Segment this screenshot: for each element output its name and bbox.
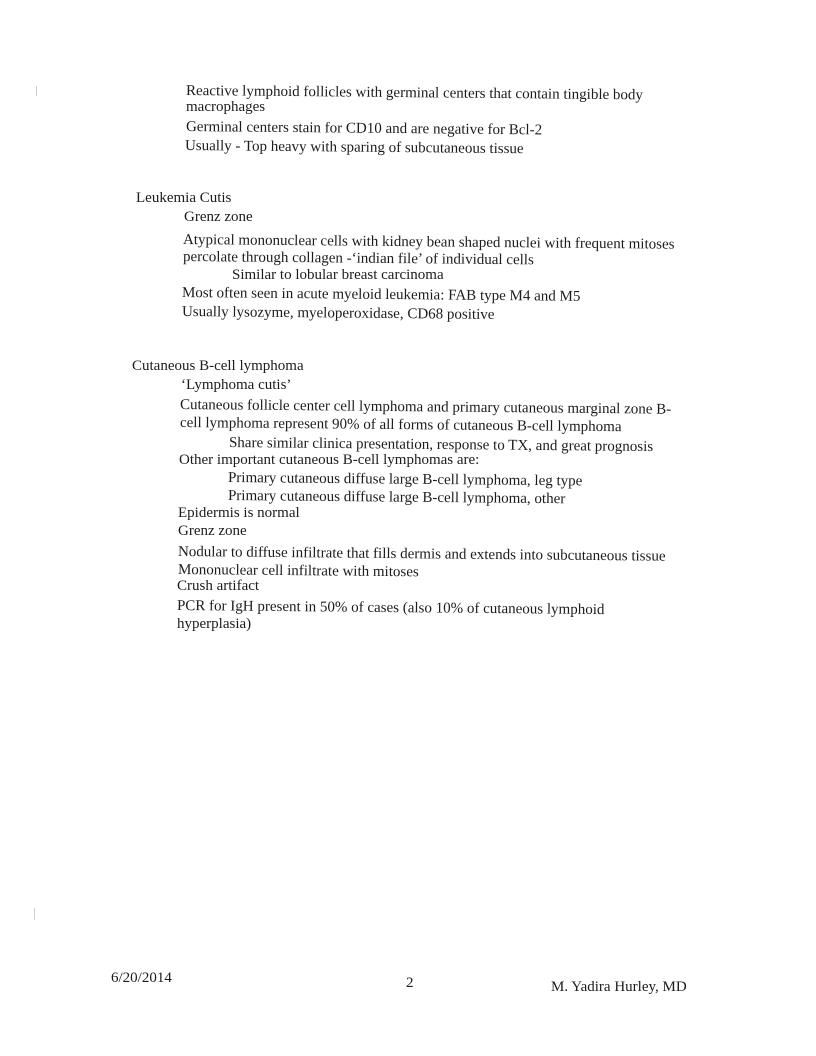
body-line: Mononuclear cell infiltrate with mitoses	[177, 562, 419, 581]
body-line: Epidermis is normal	[178, 505, 300, 521]
footer-date: 6/20/2014	[111, 970, 172, 986]
body-line: Similar to lobular breast carcinoma	[232, 267, 444, 283]
scan-artifact-bottom	[34, 908, 35, 920]
body-line: Most often seen in acute myeloid leukemia: FAB type M4 and M5	[181, 285, 581, 305]
body-line: Nodular to diffuse infiltrate that fills dermis and extends into subcutaneous tissue	[177, 544, 666, 565]
body-line: Grenz zone	[184, 209, 253, 225]
body-line: macrophages	[186, 99, 266, 115]
footer-page-number: 2	[406, 975, 414, 991]
section-heading: Leukemia Cutis	[136, 190, 232, 206]
body-line: percolate through collagen -‘indian file’ of individual cells	[182, 249, 534, 269]
body-line: hyperplasia)	[177, 616, 252, 632]
body-line: ‘Lymphoma cutis’	[181, 377, 292, 393]
body-line: Crush artifact	[177, 578, 260, 594]
body-line: Primary cutaneous diffuse large B-cell lymphoma, other	[227, 488, 566, 508]
body-line: Primary cutaneous diffuse large B-cell lymphoma, leg type	[227, 470, 583, 490]
body-line: Reactive lymphoid follicles with germinal centers that contain tingible body	[185, 83, 644, 104]
body-line: Usually lysozyme, myeloperoxidase, CD68 positive	[181, 304, 495, 323]
body-line: Cutaneous follicle center cell lymphoma and primary cutaneous marginal zone B-	[179, 397, 672, 418]
section-heading: Cutaneous B-cell lymphoma	[132, 358, 304, 374]
footer-author: M. Yadira Hurley, MD	[551, 979, 687, 995]
body-line: Usually - Top heavy with sparing of subcutaneous tissue	[184, 138, 524, 158]
body-line: Other important cutaneous B-cell lymphomas are:	[179, 452, 480, 468]
body-line: Germinal centers stain for CD10 and are negative for Bcl-2	[185, 119, 543, 139]
body-line: Atypical mononuclear cells with kidney bean shaped nuclei with frequent mitoses	[182, 232, 675, 253]
body-line: PCR for IgH present in 50% of cases (also 10% of cutaneous lymphoid	[176, 598, 605, 619]
body-line: Share similar clinica presentation, response to TX, and great prognosis	[228, 435, 654, 456]
scan-artifact-top	[36, 86, 37, 96]
body-line: Grenz zone	[178, 523, 247, 539]
body-line: cell lymphoma represent 90% of all forms of cutaneous B-cell lymphoma	[179, 415, 622, 436]
